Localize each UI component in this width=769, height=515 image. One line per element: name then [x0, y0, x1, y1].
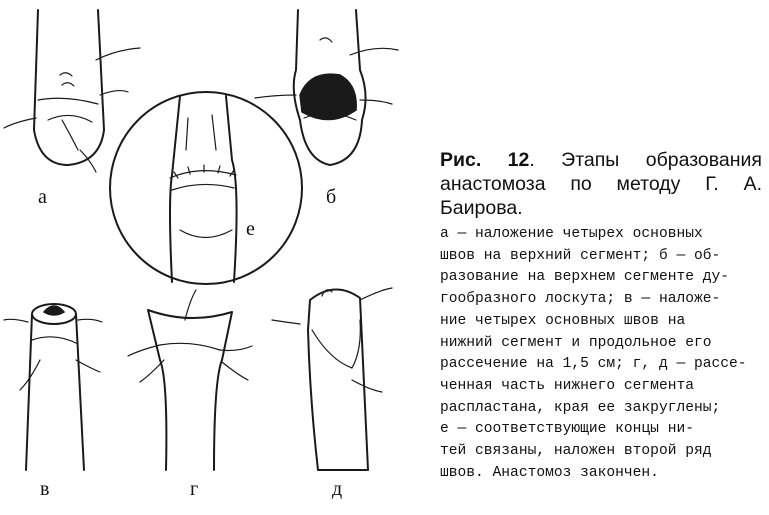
panel-label-v: в: [40, 478, 50, 500]
caption-line: гообразного лоскута; в — наложе-: [440, 291, 721, 308]
caption-line: е — соответствующие концы ни-: [440, 421, 694, 438]
caption-line: рассечение на 1,5 см; г, д — рассе-: [440, 356, 747, 373]
panel-label-g: г: [190, 478, 199, 500]
caption-line: распластана, края ее закруглены;: [440, 399, 721, 416]
panel-label-e: е: [246, 218, 255, 240]
caption-body: [440, 224, 762, 484]
caption-line: швов. Анастомоз закончен.: [440, 464, 659, 481]
caption-line: швов на верхний сегмент; б — об-: [440, 247, 721, 264]
caption-line: а — наложение четырех основных: [440, 226, 703, 242]
panel-b-drawing: [255, 10, 398, 165]
panel-d-drawing: [272, 288, 392, 470]
caption-line: разование на верхнем сегменте ду-: [440, 269, 730, 286]
panel-g-drawing: [128, 290, 252, 470]
caption-line: ченная часть нижнего сегмента: [440, 377, 694, 394]
caption-title-text: . Этапы образования анастомоза по методу Г. А. Баирова.: [440, 149, 762, 219]
figure-caption: [440, 148, 762, 484]
panel-label-a: а: [38, 186, 47, 208]
caption-line: тей связаны, наложен второй ряд: [440, 443, 712, 460]
caption-line: ние четырех основных швов на: [440, 312, 686, 329]
caption-title: [440, 148, 762, 220]
figure-number: Рис. 12: [440, 149, 530, 171]
panel-e-drawing: [110, 92, 302, 284]
caption-line: нижний сегмент и продольное его: [440, 334, 712, 351]
panel-v-drawing: [4, 304, 102, 470]
panel-label-d: д: [332, 478, 343, 500]
panel-label-b: б: [326, 186, 337, 208]
